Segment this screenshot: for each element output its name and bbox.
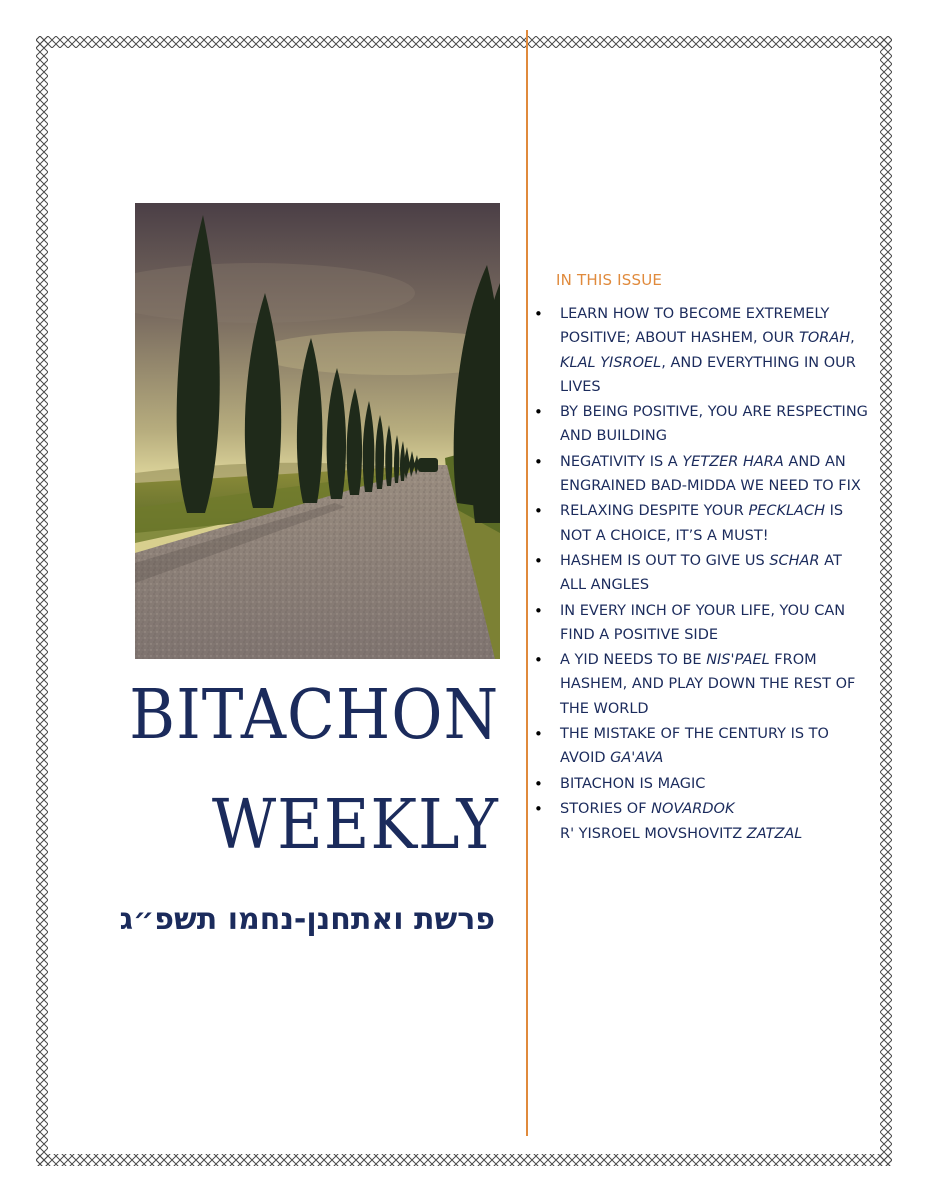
toc-item-text: HASHEM IS OUT TO GIVE US bbox=[560, 552, 770, 569]
toc-item bbox=[560, 797, 872, 821]
toc-item-text: IN EVERY INCH OF YOUR LIFE, YOU CAN FIND A POSITIVE SIDE bbox=[560, 602, 846, 643]
toc-item-italic-term: TORAH bbox=[798, 330, 851, 347]
toc-item-text: AND AN ENGRAINED BAD-MIDDA WE NEED TO FIX bbox=[560, 453, 861, 495]
toc-item-text: LEARN HOW TO BECOME EXTREMELY POSITIVE; ABOUT HASHEM, OUR bbox=[560, 306, 830, 347]
toc-item-text: , AND EVERYTHING IN OUR LIVES bbox=[560, 354, 856, 395]
toc-item bbox=[560, 549, 872, 598]
toc-item-italic-term: PECKLACH bbox=[748, 503, 826, 520]
column-divider bbox=[526, 30, 528, 1136]
toc-item-text: R' YISROEL MOVSHOVITZ bbox=[560, 826, 747, 843]
toc-item bbox=[560, 722, 872, 771]
toc-item-italic-term: NIS'PAEL bbox=[706, 652, 770, 669]
toc-list bbox=[560, 302, 872, 848]
toc-item-text: , bbox=[850, 330, 855, 347]
toc-item-italic-term: GA'AVA bbox=[610, 750, 664, 767]
toc-item-text: FROM HASHEM, AND PLAY DOWN THE REST OF THE WORLD bbox=[560, 652, 856, 717]
toc-item bbox=[560, 772, 872, 796]
newsletter-title-line-1: BITACHON bbox=[129, 676, 499, 755]
cover-photo bbox=[135, 203, 500, 659]
toc-item bbox=[560, 599, 872, 648]
toc-item bbox=[560, 450, 872, 499]
toc-item-italic-term: KLAL YISROEL bbox=[560, 354, 662, 371]
toc-item bbox=[560, 499, 872, 548]
toc-item bbox=[560, 822, 872, 846]
toc-item-italic-term: YETZER HARA bbox=[682, 453, 784, 470]
toc-item-text: STORIES OF bbox=[560, 800, 652, 817]
toc-item-text: NEGATIVITY IS A bbox=[560, 453, 683, 470]
toc-item-text: BITACHON IS MAGIC bbox=[560, 775, 706, 792]
toc-item-text: BY BEING POSITIVE, YOU ARE RESPECTING AND BUILDING bbox=[560, 404, 868, 445]
toc-heading: IN THIS ISSUE bbox=[556, 271, 663, 289]
toc-item-text: THE MISTAKE OF THE CENTURY IS TO AVOID bbox=[560, 726, 829, 767]
toc-item-text: AT ALL ANGLES bbox=[560, 552, 842, 594]
toc-item-text: A YID NEEDS TO BE bbox=[560, 652, 707, 669]
newsletter-title-line-2: WEEKLY bbox=[212, 786, 499, 865]
toc-item-text: RELAXING DESPITE YOUR bbox=[560, 503, 749, 520]
toc-item bbox=[560, 648, 872, 721]
hebrew-parsha-subtitle: פרשת ואתחנן-נחמו תשפ״ג bbox=[119, 902, 495, 937]
toc-item-text: IS NOT A CHOICE, IT’S A MUST! bbox=[560, 503, 844, 544]
cypress-lined-road-photo-icon bbox=[135, 203, 500, 659]
toc-item-italic-term: ZATZAL bbox=[746, 826, 803, 843]
toc-item-italic-term: SCHAR bbox=[769, 552, 820, 569]
toc-item bbox=[560, 400, 872, 449]
toc-item bbox=[560, 302, 872, 399]
toc-item-italic-term: NOVARDOK bbox=[651, 800, 735, 817]
